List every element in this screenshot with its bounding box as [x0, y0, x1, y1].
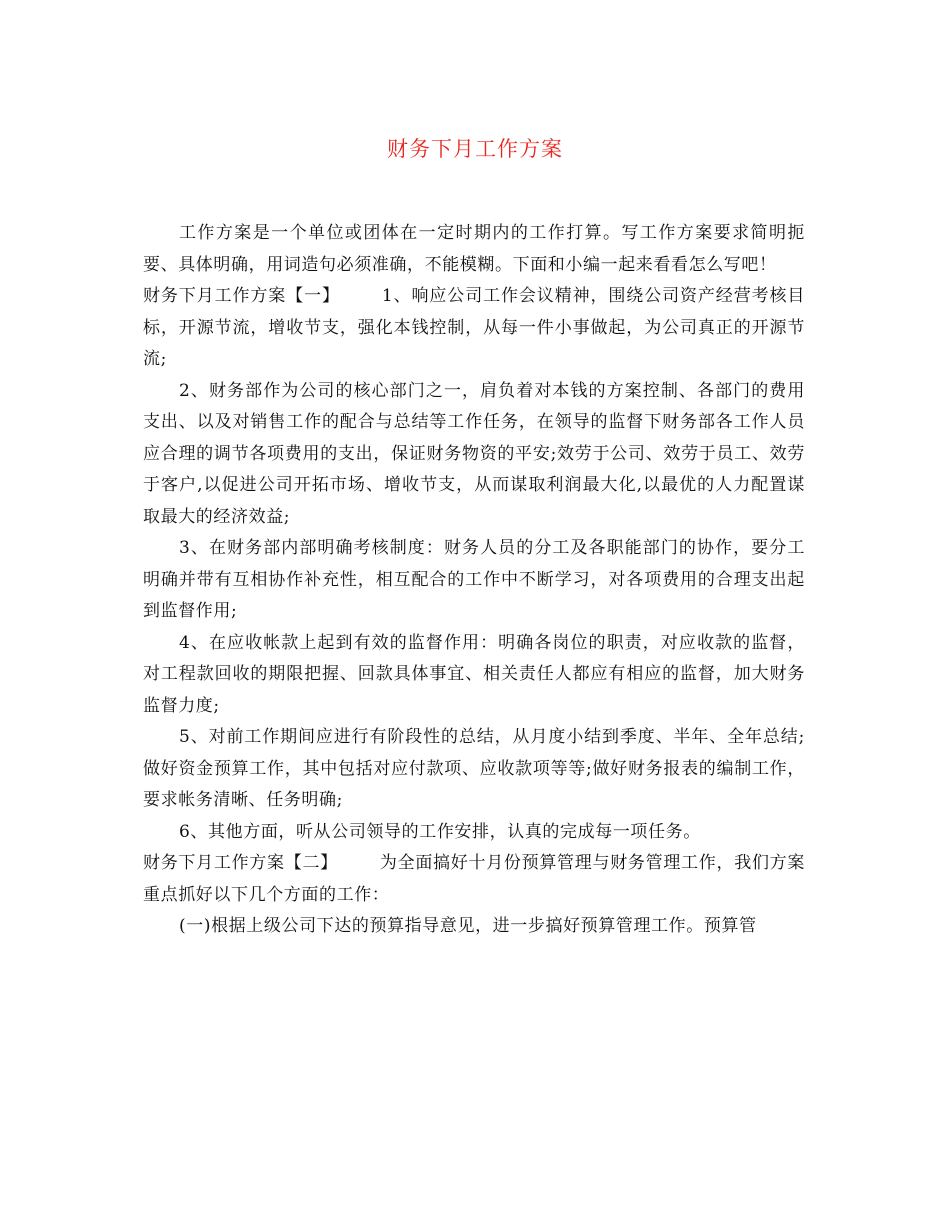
section-1-item-4: 4、在应收帐款上起到有效的监督作用：明确各岗位的职责，对应收款的监督，对工程款回收的期限把握、回款具体事宜、相关责任人都应有相应的监督，加大财务监督力度;	[143, 632, 805, 716]
intro-paragraph: 工作方案是一个单位或团体在一定时期内的工作打算。写工作方案要求简明扼要、具体明确，用词造句必须准确，不能模糊。下面和小编一起来看看怎么写吧！	[143, 223, 805, 275]
section-1-item-5: 5、对前工作期间应进行有阶段性的总结，从月度小结到季度、半年、全年总结;做好资金预算工作，其中包括对应付款项、应收款项等等;做好财务报表的编制工作，要求帐务清晰、任务明确;	[143, 727, 805, 810]
section-1-item-6: 6、其他方面，听从公司领导的工作安排，认真的完成每一项任务。	[179, 821, 701, 842]
section-2-item-1: (一)根据上级公司下达的预算指导意见，进一步搞好预算管理工作。预算管	[179, 916, 757, 936]
section-2-lead: 为全面搞好十月份预算管理与财务管理工作，我们方案重点抓好以下几个方面的工作：	[143, 853, 805, 905]
section-1-item-3: 3、在财务部内部明确考核制度：财务人员的分工及各职能部门的协作，要分工明确并带有互相协作补充性，相互配合的工作中不断学习，对各项费用的合理支出起到监督作用;	[143, 538, 805, 621]
section-1-item-1: 1、响应公司工作会议精神，围绕公司资产经营考核目标，开源节流，增收节支，强化本钱控制，从每一件小事做起，为公司真正的开源节流;	[143, 286, 805, 369]
section-2-paragraph	[143, 848, 805, 911]
section-1-heading: 财务下月工作方案【一】	[143, 286, 340, 306]
section-1-item-2: 2、财务部作为公司的核心部门之一，肩负着对本钱的方案控制、各部门的费用支出、以及对销售工作的配合与总结等工作任务，在领导的监督下财务部各工作人员应合理的调节各项费用的支出，保证财务物资的平安;效劳于公司、效劳于员工、效劳于客户,以促进公司开拓市场、增收节支，从而谋取利润最大化,以最优的人力配置谋取最大的经济效益;	[143, 380, 805, 527]
document-title: 财务下月工作方案	[387, 137, 563, 161]
section-1-paragraph	[143, 281, 805, 376]
document-body	[143, 218, 805, 943]
section-2-heading: 财务下月工作方案【二】	[143, 853, 338, 873]
